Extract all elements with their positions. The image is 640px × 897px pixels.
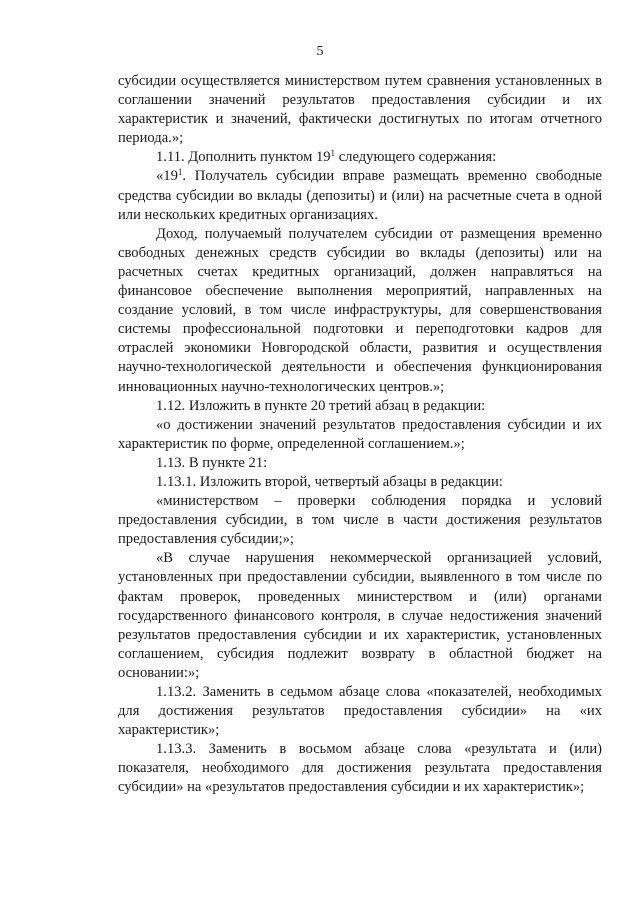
page-number: 5 bbox=[316, 44, 324, 59]
paragraph-9: «министерством – проверки соблюдения порядка и условий предоставления субсидии, в том числе в части достижения результатов предоставления субсидии;»; bbox=[118, 493, 602, 548]
superscript: 1 bbox=[177, 167, 183, 178]
paragraph-3-text-end: . Получатель субсидии вправе размещать временно свободные средства субсидии во вклады (депозиты) и (или) на расчетные счета в одной или нескольких кредитных организациях. bbox=[118, 168, 602, 223]
paragraph-12: 1.13.3. Заменить в восьмом абзаце слова «результата и (или) показателя, необходимого для достижения результата предоставления субсидии» на «результатов предоставления субсидии и их характеристик»; bbox=[118, 741, 602, 796]
superscript: 1 bbox=[330, 148, 336, 159]
paragraph-4: Доход, получаемый получателем субсидии от размещения временно свободных денежных средств субсидии во вклады (депозиты) или на расчетных счетах кредитных организаций, должен направляться на финансовое обеспечение выполнения мероприятий, направленных на создание условий, в том числе инфраструктуры, для совершенствования системы профессиональной подготовки и переподготовки кадров для отраслей экономики Новгородской области, развития и осуществления научно-технологической деятельности и обеспечения функционирования инновационных научно-технологических центров.»; bbox=[118, 225, 602, 395]
document-body bbox=[118, 72, 602, 798]
paragraph-3-text: «19 bbox=[156, 168, 178, 185]
paragraph-6: «о достижении значений результатов предоставления субсидии и их характеристик по форме, определенной соглашением.»; bbox=[118, 416, 602, 452]
paragraph-5: 1.12. Изложить в пункте 20 третий абзац в редакции: bbox=[156, 397, 486, 414]
paragraph-10: «В случае нарушения некоммерческой организацией условий, установленных при предоставлении субсидии, выявленного в том числе по фактам проверок, проведенных министерством и (или) органами государственного финансового контроля, в случае недостижения значений результатов предоставления субсидии и их характеристик, установленных соглашением, субсидия подлежит возврату в областной бюджет на основании:»; bbox=[118, 550, 602, 681]
paragraph-7: 1.13. В пункте 21: bbox=[156, 454, 268, 471]
paragraph-11: 1.13.2. Заменить в седьмом абзаце слова «показателей, необходимых для достижения результатов предоставления субсидии» на «их характеристик»; bbox=[118, 684, 602, 739]
paragraph-2-text: 1.11. Дополнить пунктом 19 bbox=[156, 149, 331, 166]
paragraph-8: 1.13.1. Изложить второй, четвертый абзацы в редакции: bbox=[156, 473, 503, 490]
paragraph-3 bbox=[118, 167, 602, 224]
paragraph-2 bbox=[118, 148, 602, 167]
paragraph-2-text-end: следующего содержания: bbox=[335, 149, 497, 166]
paragraph-1: субсидии осуществляется министерством путем сравнения установленных в соглашении значений результатов предоставления субсидии и их характеристик и значений, фактически достигнутых по итогам отчетного периода.»; bbox=[118, 73, 602, 147]
